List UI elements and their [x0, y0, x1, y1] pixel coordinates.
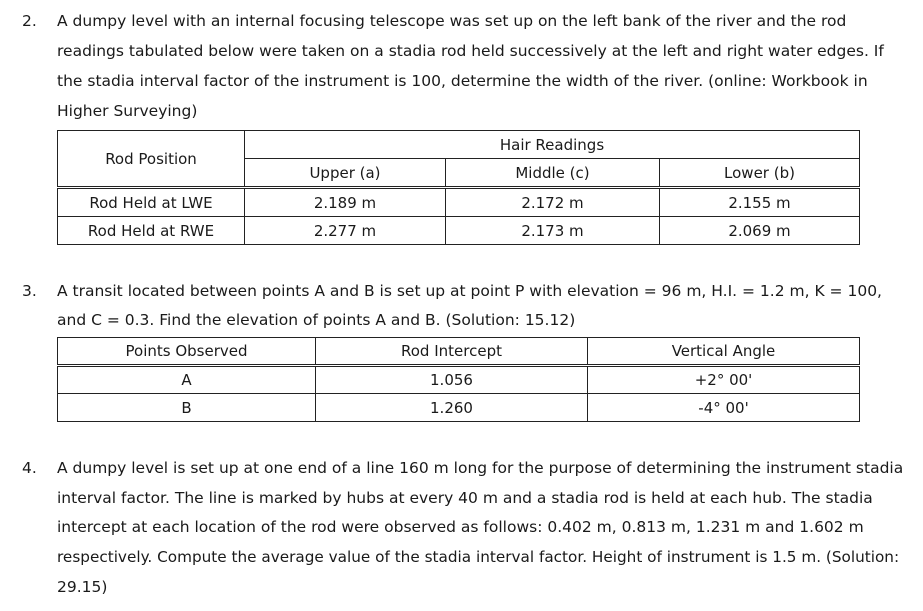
table-header: Rod Intercept — [316, 338, 588, 366]
table-header: Lower (b) — [660, 159, 860, 188]
table-cell: 2.155 m — [660, 188, 860, 217]
problem-number: 2. — [22, 12, 37, 30]
table-cell: 2.189 m — [245, 188, 446, 217]
problem-text-line: readings tabulated below were taken on a stadia rod held successively at the left and right water edges. If — [57, 42, 884, 60]
table-cell: 1.056 — [316, 366, 588, 394]
rod-intercept-table — [57, 337, 860, 422]
table-row — [58, 394, 860, 422]
problem-text-line: A dumpy level with an internal focusing telescope was set up on the left bank of the river and the rod — [57, 12, 847, 30]
table-header: Points Observed — [58, 338, 316, 366]
problem-text-line: interval factor. The line is marked by hubs at every 40 m and a stadia rod is held at each hub. The stadia — [57, 489, 873, 507]
problem-text-line: 29.15) — [57, 578, 108, 596]
problem-number: 3. — [22, 282, 37, 300]
table-cell: B — [58, 394, 316, 422]
table-cell: -4° 00' — [588, 394, 860, 422]
problem-text-line: and C = 0.3. Find the elevation of points A and B. (Solution: 15.12) — [57, 311, 576, 329]
table-cell: 2.172 m — [446, 188, 660, 217]
problem-text-line: A transit located between points A and B is set up at point P with elevation = 96 m, H.I. = 1.2 m, K = 100, — [57, 282, 882, 300]
table-cell: 1.260 — [316, 394, 588, 422]
problem-text-line: intercept at each location of the rod were observed as follows: 0.402 m, 0.813 m, 1.231 m and 1.602 m — [57, 518, 864, 536]
table-cell: Rod Held at LWE — [58, 188, 245, 217]
table-cell: +2° 00' — [588, 366, 860, 394]
table-row — [58, 217, 860, 245]
table-header: Middle (c) — [446, 159, 660, 188]
table-cell: A — [58, 366, 316, 394]
hair-readings-table — [57, 130, 860, 245]
table-cell: 2.069 m — [660, 217, 860, 245]
table-row — [58, 188, 860, 217]
table-header: Rod Position — [58, 131, 245, 188]
table-cell: 2.277 m — [245, 217, 446, 245]
table-header: Hair Readings — [245, 131, 860, 159]
problem-text-line: Higher Surveying) — [57, 102, 198, 120]
problem-text-line: respectively. Compute the average value of the stadia interval factor. Height of instrument is 1.5 m. (Solution: — [57, 548, 900, 566]
table-cell: Rod Held at RWE — [58, 217, 245, 245]
problem-text-line: the stadia interval factor of the instrument is 100, determine the width of the river. (online: Workbook in — [57, 72, 868, 90]
problem-text-line: A dumpy level is set up at one end of a line 160 m long for the purpose of determining the instrument stadia — [57, 459, 904, 477]
table-header: Upper (a) — [245, 159, 446, 188]
table-header: Vertical Angle — [588, 338, 860, 366]
table-cell: 2.173 m — [446, 217, 660, 245]
problem-number: 4. — [22, 459, 37, 477]
table-row — [58, 366, 860, 394]
